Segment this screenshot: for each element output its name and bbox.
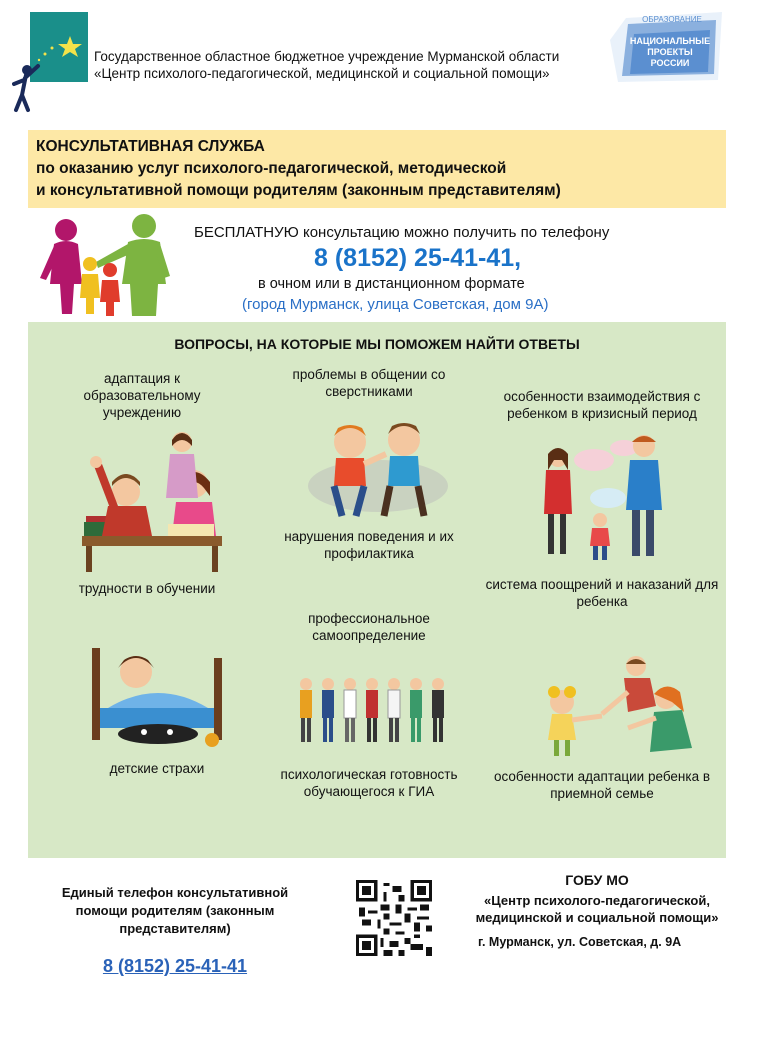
unified-phone-text: Единый телефон консультативной помощи родителям (законным представителям) <box>61 885 289 936</box>
gobu-name: «Центр психолого-педагогической, медицинской и социальной помощи» <box>475 893 719 925</box>
banner-line3: и консультативной помощи родителям (законным представителям) <box>36 182 561 199</box>
question-item: адаптация к образовательному учреждению <box>83 371 201 420</box>
org-name-line1: Государственное областное бюджетное учреждение Мурманской области <box>94 49 560 64</box>
np-logo-line2: ПРОЕКТЫ <box>647 47 693 57</box>
free-consultation-text: БЕСПЛАТНУЮ консультацию можно получить по телефону <box>194 224 610 241</box>
question-item: трудности в обучении <box>78 581 216 596</box>
np-logo-line3: РОССИИ <box>650 58 690 68</box>
np-logo-top: ОБРАЗОВАНИЕ <box>642 15 702 24</box>
banner-line2: по оказанию услуг психолого-педагогической, методической <box>36 160 507 177</box>
organization-block <box>452 872 742 926</box>
question-item: нарушения поведения и их профилактика <box>284 529 454 561</box>
child-fears-illustration <box>88 638 228 750</box>
question-item: проблемы в общении со сверстниками <box>292 367 446 399</box>
np-logo-line1: НАЦИОНАЛЬНЫЕ <box>629 36 711 46</box>
question-item: профессиональное самоопределение <box>308 611 430 643</box>
questions-panel <box>28 322 726 858</box>
banner-line1: КОНСУЛЬТАТИВНАЯ СЛУЖБА <box>36 138 265 155</box>
fighting-kids-illustration <box>304 406 452 530</box>
foster-family-illustration <box>532 652 712 762</box>
consultation-address: (город Мурманск, улица Советская, дом 9А) <box>242 296 549 313</box>
consultation-format: в очном или в дистанционном формате <box>258 276 525 292</box>
questions-title: ВОПРОСЫ, НА КОТОРЫЕ МЫ ПОМОЖЕМ НАЙТИ ОТВЕТЫ <box>174 336 580 352</box>
question-item: особенности адаптации ребенка в приемной семье <box>494 769 710 801</box>
center-logo <box>12 10 88 114</box>
family-illustration <box>36 214 172 318</box>
organization-name <box>94 48 634 82</box>
gobu-title: ГОБУ МО <box>565 872 629 888</box>
professions-illustration <box>292 674 458 746</box>
national-projects-logo <box>604 10 728 84</box>
consultation-phone[interactable]: 8 (8152) 25-41-41, <box>314 244 522 272</box>
qr-code[interactable] <box>356 880 432 956</box>
crisis-period-illustration <box>538 430 678 562</box>
question-item: психологическая готовность обучающегося к ГИА <box>280 767 458 799</box>
gobu-address: г. Мурманск, ул. Советская, д. 9А <box>478 935 682 949</box>
school-classroom-illustration <box>72 426 232 574</box>
service-banner <box>28 130 726 208</box>
org-name-line2: «Центр психолого-педагогической, медицинской и социальной помощи» <box>94 66 550 81</box>
question-item: особенности взаимодействия с ребенком в кризисный период <box>503 389 701 421</box>
unified-phone-link[interactable]: 8 (8152) 25-41-41 <box>102 956 248 976</box>
question-item: система поощрений и наказаний для ребенка <box>485 577 719 609</box>
question-item: детские страхи <box>109 761 205 776</box>
